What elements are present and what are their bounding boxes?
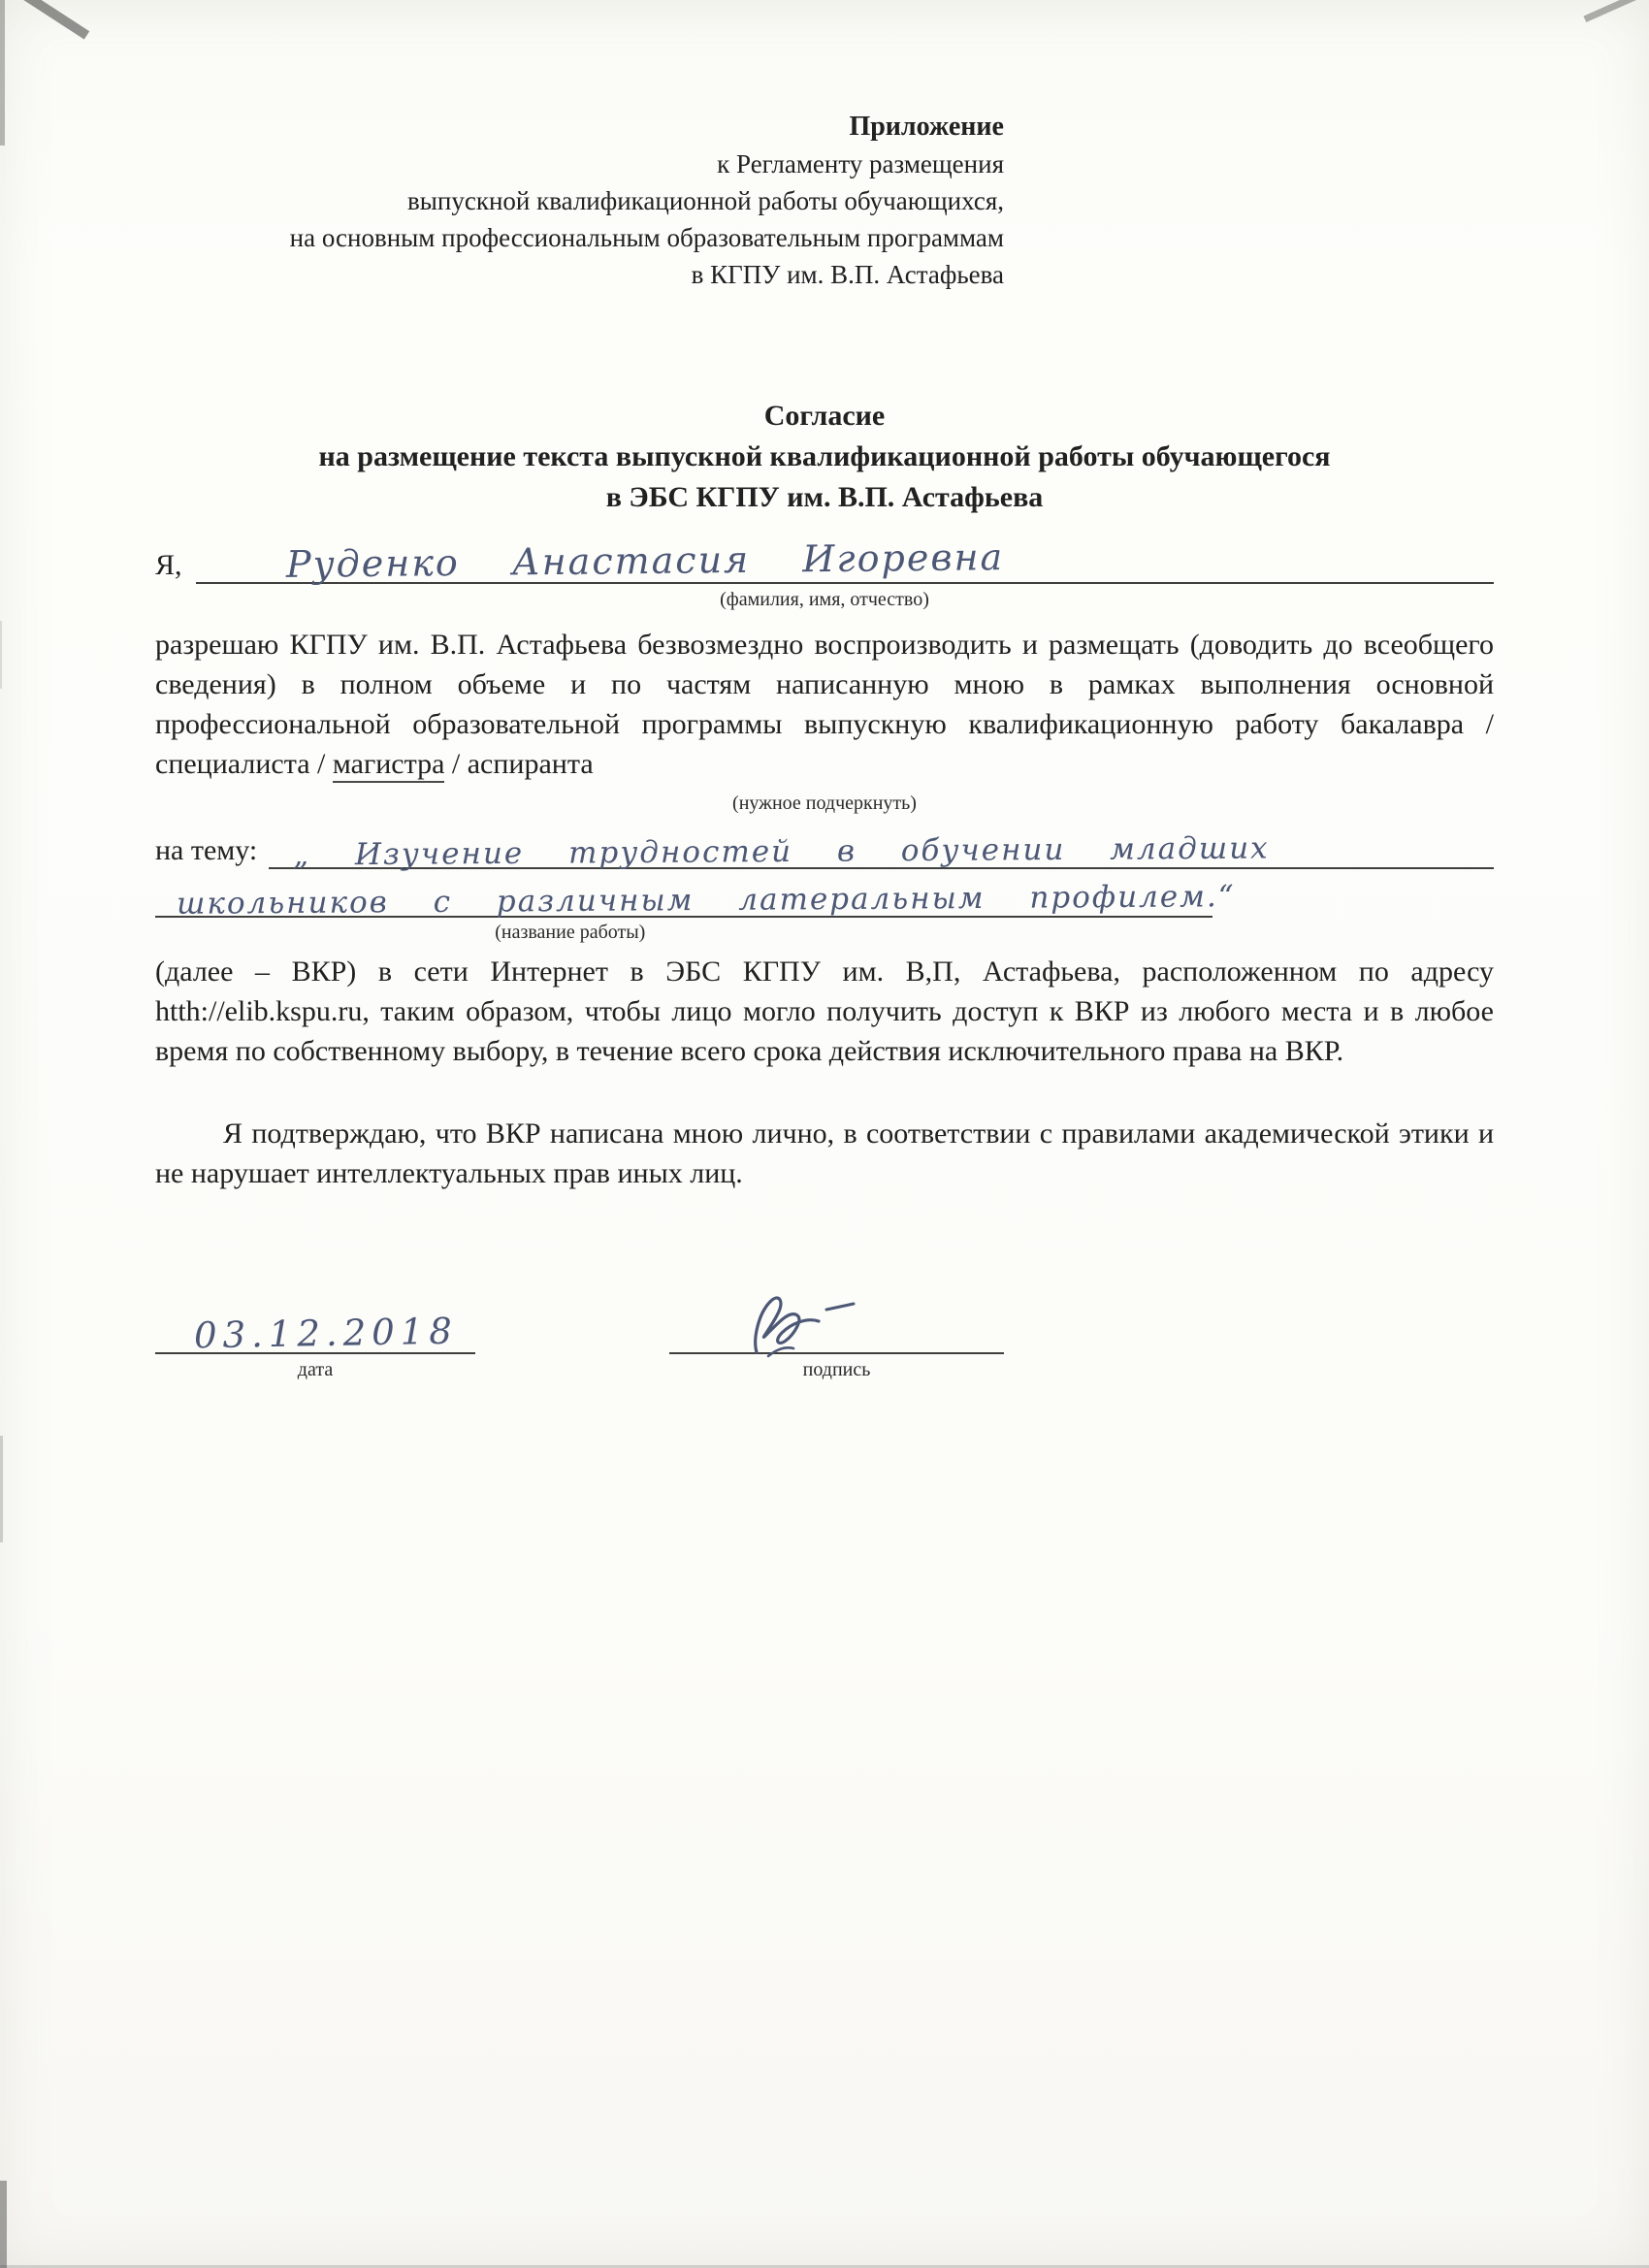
document-title-line1: Согласие <box>763 400 886 432</box>
underlined-option-magistra: магистра <box>333 748 445 783</box>
name-fill-line <box>196 532 1494 584</box>
signature-label: подпись <box>802 1359 871 1380</box>
underline-instruction-caption: (нужное подчеркнуть) <box>732 793 917 814</box>
topic-row <box>155 821 1494 873</box>
signature-block <box>669 1308 1004 1381</box>
date-fill-line <box>155 1308 475 1357</box>
signature-fill-line <box>669 1308 1004 1354</box>
appendix-header-line: в КГПУ им. В.П. Астафьева <box>691 260 1004 289</box>
topic-caption: (название работы) <box>495 922 646 943</box>
appendix-header-line: на основным профессиональным образовательным программам <box>289 223 1004 252</box>
internet-access-paragraph: (далее – ВКР) в сети Интернет в ЭБС КГПУ им. В,П, Астафьева, расположенном по адресу htth://elib.kspu.ru, таким образом, чтобы лицо могло получить доступ к ВКР из любого места и в любое время по собственному выбору, в течение всего срока действия исключительного права на ВКР. <box>155 956 1494 1067</box>
handwritten-topic-line2: школьников с различным латеральным профилем.“ <box>176 879 1236 922</box>
scan-artifact-top-left <box>0 0 89 40</box>
appendix-header-line: выпускной квалификационной работы обучающихся, <box>407 186 1004 215</box>
permission-paragraph <box>155 625 1494 784</box>
signature-mark <box>729 1292 914 1360</box>
scan-artifact-left-edge-upper <box>0 621 2 689</box>
name-caption: (фамилия, имя, отчество) <box>720 589 929 610</box>
document-content <box>155 109 1494 1381</box>
topic-fill-line-1 <box>269 819 1494 873</box>
topic-prefix: на тему: <box>155 834 258 866</box>
handwritten-date: 03.12.2018 <box>193 1310 458 1357</box>
permission-text-part2: / аспиранта <box>451 748 594 780</box>
handwritten-topic-line1: „ Изучение трудностей в обучении младших <box>293 830 1271 873</box>
name-row <box>155 534 1494 584</box>
appendix-header-line: к Регламенту размещения <box>717 149 1004 178</box>
footer-row <box>155 1308 1494 1381</box>
date-label: дата <box>297 1359 334 1380</box>
scan-artifact-bottom-left <box>0 2181 7 2268</box>
name-prefix: Я, <box>155 549 182 581</box>
document-title-line3: в ЭБС КГПУ им. В.П. Астафьева <box>605 481 1044 513</box>
appendix-header-title: Приложение <box>849 112 1004 142</box>
date-block <box>155 1308 475 1381</box>
permission-text-part1: разрешаю КГПУ им. В.П. Астафьева безвозмездно воспроизводить и размещать (доводить до всеобщего сведения) в полном объеме и по частям написанную мною в рамках выполнения основной профессиональной образовательной программы выпускную квалификационную работу бакалавра / специалиста / <box>155 629 1494 780</box>
topic-fill-line-2 <box>155 871 1236 922</box>
scan-artifact-left-edge-top <box>0 0 5 146</box>
scan-artifact-left-edge-mid <box>0 1436 3 1542</box>
handwritten-name: Руденко Анастасия Игоревна <box>285 535 1005 586</box>
document-title-line2: на размещение текста выпускной квалификационной работы обучающегося <box>318 440 1331 472</box>
appendix-header <box>155 109 1004 293</box>
scan-artifact-top-right <box>1583 0 1649 22</box>
confirmation-paragraph: Я подтверждаю, что ВКР написана мною лично, в соответствии с правилами академической этики и не нарушает интеллектуальных прав иных лиц. <box>155 1118 1494 1189</box>
document-title <box>155 396 1494 518</box>
